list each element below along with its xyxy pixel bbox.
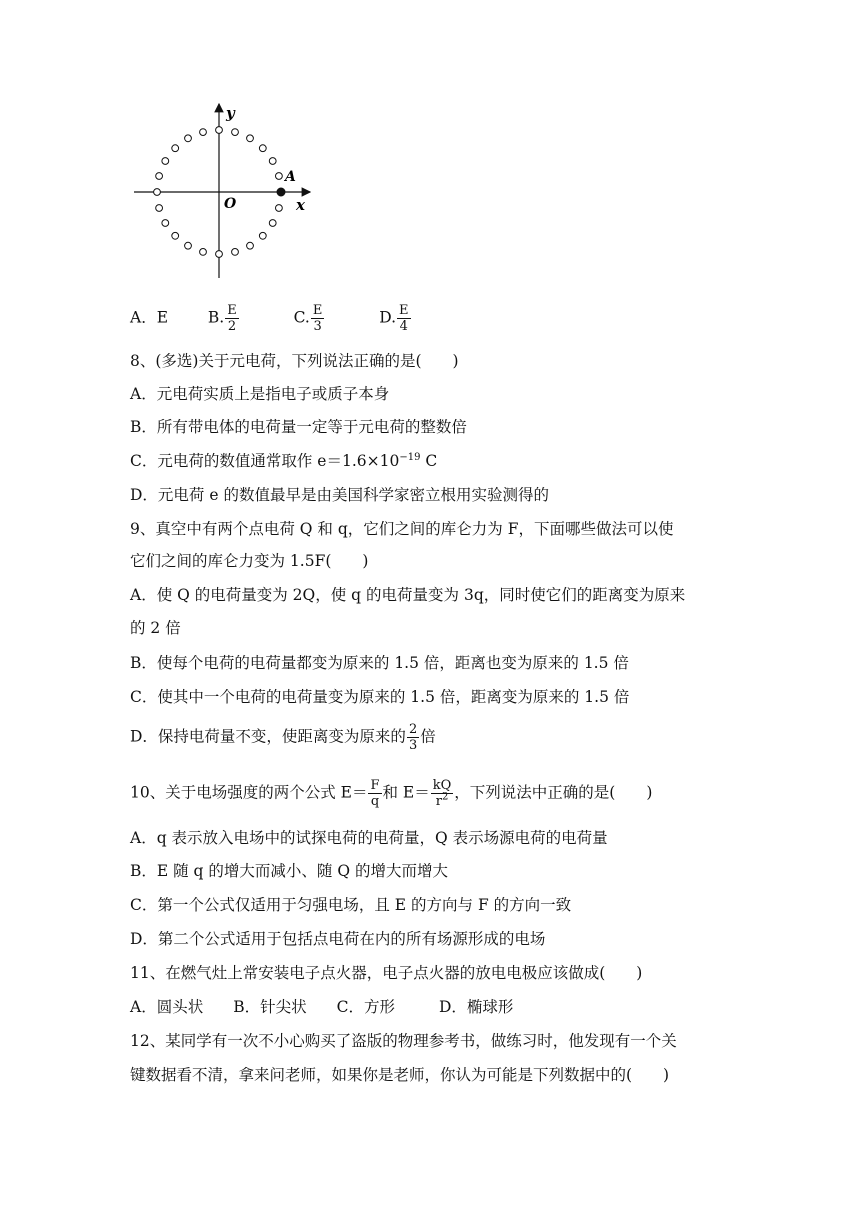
ring-charge	[216, 127, 223, 134]
charge-ring-figure	[128, 98, 318, 288]
q10-stem: 10、关于电场强度的两个公式 E＝ $\frac{F}{q}$ 和 E＝ $\frac{kQ}{r^2}$ ，下列说法中正确的是( )	[130, 778, 653, 809]
q7-option-d-fraction: $\frac{E}{4}$	[399, 303, 409, 334]
q7-option-d-prefix: D.	[379, 308, 397, 327]
q9-option-a-line2: 的 2 倍	[130, 619, 181, 637]
q10-option-b: B．E 随 q 的增大而减小、随 Q 的增大而增大	[130, 862, 448, 880]
q9-d-fraction: $\frac{2}{3}$	[408, 722, 418, 753]
ring-charge	[276, 173, 283, 180]
q9-option-d: D．保持电荷量不变，使距离变为原来的 $\frac{2}{3}$ 倍	[130, 722, 436, 753]
ring-charge	[162, 220, 169, 227]
q7-option-b-prefix: B.	[207, 308, 225, 327]
q8-stem: 8、(多选)关于元电荷，下列说法正确的是( )	[130, 352, 459, 370]
q10-formula-2: $\frac{kQ}{r^2}$	[432, 778, 452, 809]
ring-charge	[154, 189, 161, 196]
q9-stem-line1: 9、真空中有两个点电荷 Q 和 q，它们之间的库仑力为 F，下面哪些做法可以使	[130, 520, 674, 538]
q10-option-d: D．第二个公式适用于包括点电荷在内的所有场源形成的电场	[130, 930, 546, 948]
exponent: −19	[399, 451, 421, 463]
q10-formula-1: $\frac{F}{q}$	[370, 778, 380, 809]
ring-charge	[247, 242, 254, 249]
ring-charge	[162, 158, 169, 165]
q9-option-a-line1: A．使 Q 的电荷量变为 2Q，使 q 的电荷量变为 3q，同时使它们的距离变为原来	[130, 586, 686, 604]
ring-charge	[172, 232, 179, 239]
point-a-label: A	[285, 169, 296, 185]
ring-charge	[232, 249, 239, 256]
q7-option-c-fraction: $\frac{E}{3}$	[312, 303, 323, 334]
q11-stem: 11、在燃气灶上常安装电子点火器，电子点火器的放电电极应该做成( )	[130, 964, 643, 982]
q8-option-a: A．元电荷实质上是指电子或质子本身	[130, 385, 390, 403]
q8-option-c: C．元电荷的数值通常取作 $e=1.6\times 10^{-19}$ C	[130, 451, 438, 470]
q7-option-a: A．E	[130, 308, 169, 327]
q9-option-c: C．使其中一个电荷的电荷量变为原来的 1.5 倍，距离变为原来的 1.5 倍	[130, 688, 630, 706]
q12-stem-line2: 键数据看不清，拿来问老师，如果你是老师，你认为可能是下列数据中的( )	[130, 1066, 670, 1084]
point-a-charge	[277, 188, 285, 196]
q10-option-a: A．q 表示放入电场中的试探电荷的电荷量，Q 表示场源电荷的电荷量	[130, 829, 608, 847]
y-axis-label: y	[226, 104, 235, 122]
q11-option-a: A．圆头状	[130, 998, 204, 1016]
q11-option-d: D．椭球形	[438, 998, 514, 1016]
ring-charge	[185, 135, 192, 142]
ring-charge	[156, 173, 163, 180]
origin-label: O	[224, 196, 237, 212]
ring-charge	[172, 145, 179, 152]
ring-charge	[156, 205, 163, 212]
ring-charge	[185, 242, 192, 249]
q7-option-c-prefix: C.	[293, 308, 310, 327]
q9-stem-line2: 它们之间的库仑力变为 1.5F( )	[130, 552, 369, 570]
q11-option-b: B．针尖状	[233, 998, 307, 1016]
x-axis-label: x	[296, 196, 305, 214]
q8-option-d: D．元电荷 e 的数值最早是由美国科学家密立根用实验测得的	[130, 486, 549, 504]
ring-charge	[200, 249, 207, 256]
q10-option-c: C．第一个公式仅适用于匀强电场，且 E 的方向与 F 的方向一致	[130, 896, 572, 914]
ring-charge	[247, 135, 254, 142]
q12-stem-line1: 12、某同学有一次不小心购买了盗版的物理参考书，做练习时，他发现有一个关	[130, 1032, 677, 1050]
ring-charge	[259, 145, 266, 152]
q11-options	[130, 996, 513, 1018]
ring-charge	[200, 129, 207, 136]
ring-charge	[269, 220, 276, 227]
ring-charge	[232, 129, 239, 136]
ring-charge	[216, 251, 223, 258]
ring-charge	[276, 205, 283, 212]
ring-charge	[259, 232, 266, 239]
q9-option-b: B．使每个电荷的电荷量都变为原来的 1.5 倍，距离也变为原来的 1.5 倍	[130, 654, 629, 672]
q7-options	[130, 303, 412, 334]
q8-option-b: B．所有带电体的电荷量一定等于元电荷的整数倍	[130, 418, 467, 436]
q11-option-c: C．方形	[336, 998, 395, 1016]
q7-option-b-fraction: $\frac{E}{2}$	[227, 303, 237, 334]
ring-charge	[269, 158, 276, 165]
